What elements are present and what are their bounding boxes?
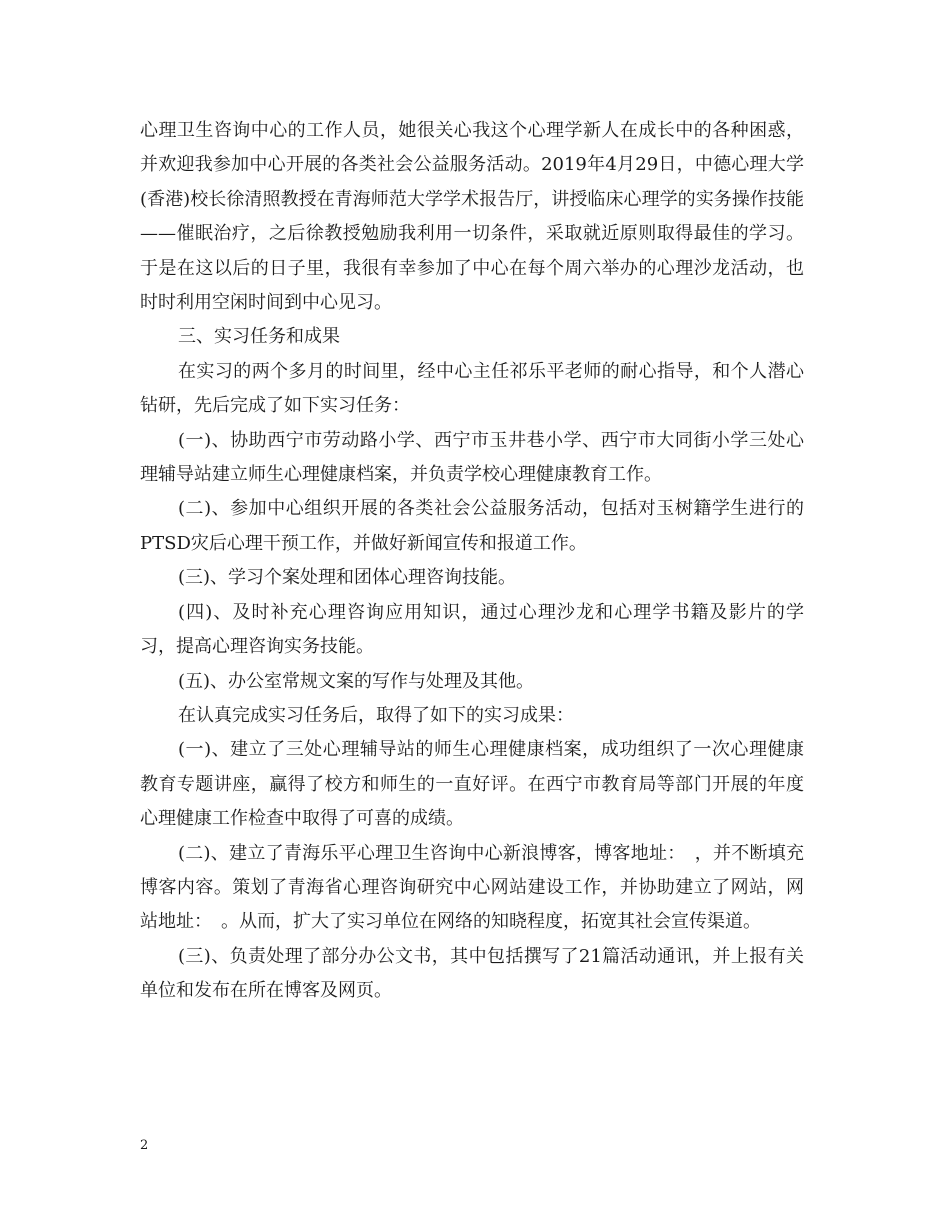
paragraph-tasks-intro: 在实习的两个多月的时间里，经中心主任祁乐平老师的耐心指导，和个人潜心钻研，先后完成了如下实习任务： [140,360,804,417]
result-item-2: (二)、建立了青海乐平心理卫生咨询中心新浪博客，博客地址： ，并不断填充博客内容。策划了青海省心理咨询研究中心网站建设工作，并协助建立了网站，网站地址： 。从而，扩大了实习单位在网络的知晓程度，拓宽其社会宣传渠道。 [140,842,804,933]
page-number: 2 [140,1138,149,1153]
task-item-3: (三)、学习个案处理和团体心理咨询技能。 [178,567,517,589]
paragraph-results-intro: 在认真完成实习任务后，取得了如下的实习成果： [178,704,574,726]
task-item-1: (一)、协助西宁市劳动路小学、西宁市玉井巷小学、西宁市大同街小学三处心理辅导站建立师生心理健康档案，并负责学校心理健康教育工作。 [140,429,804,486]
result-item-1: (一)、建立了三处心理辅导站的师生心理健康档案，成功组织了一次心理健康教育专题讲座，赢得了校方和师生的一直好评。在西宁市教育局等部门开展的年度心理健康工作检查中取得了可喜的成绩。 [140,739,804,830]
document-body [140,114,804,1009]
paragraph-continuation: 心理卫生咨询中心的工作人员，她很关心我这个心理学新人在成长中的各种困惑，并欢迎我参加中心开展的各类社会公益服务活动。2019年4月29日，中德心理大学(香港)校长徐清照教授在青海师范大学学术报告厅，讲授临床心理学的实务操作技能——催眠治疗，之后徐教授勉励我利用一切条件，采取就近原则取得最佳的学习。于是在这以后的日子里，我很有幸参加了中心在每个周六举办的心理沙龙活动，也时时利用空闲时间到中心见习。 [140,120,804,314]
task-item-4: (四)、及时补充心理咨询应用知识，通过心理沙龙和心理学书籍及影片的学习，提高心理咨询实务技能。 [140,601,804,658]
task-item-2: (二)、参加中心组织开展的各类社会公益服务活动，包括对玉树籍学生进行的PTSD灾后心理干预工作，并做好新闻宣传和报道工作。 [140,498,804,554]
section-heading: 三、实习任务和成果 [178,326,340,348]
task-item-5: (五)、办公室常规文案的写作与处理及其他。 [178,670,535,692]
result-item-3: (三)、负责处理了部分办公文书，其中包括撰写了21篇活动通讯，并上报有关单位和发布在所在博客及网页。 [140,945,804,1002]
